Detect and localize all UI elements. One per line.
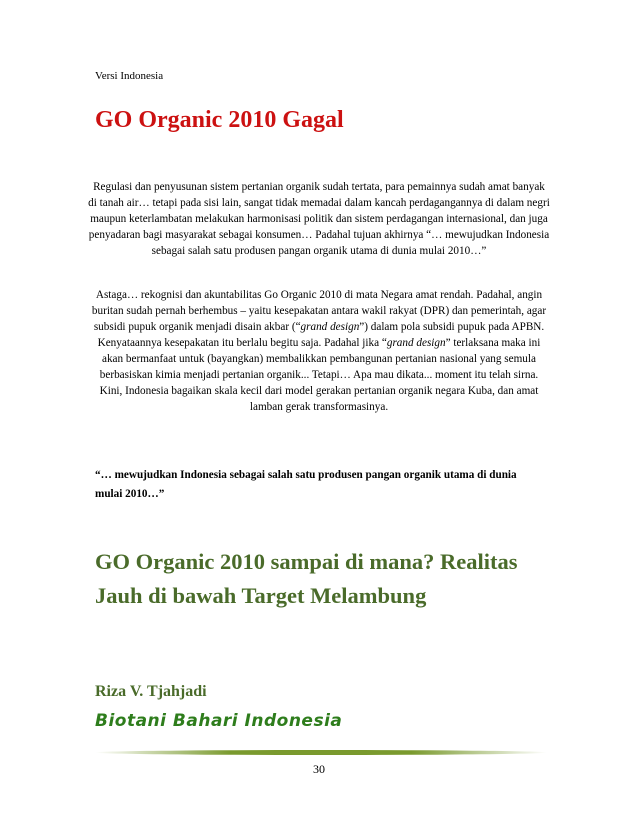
- body-text-part1: Astaga… rekognisi dan akuntabilitas Go Organic 2010 di mata Negara amat rendah. Padahal, angin buritan sudah pernah berhembus – yaitu kesepakatan antara wakil rakyat (DPR) dan pemerintah, agar subsidi pupuk organik menjadi disain akbar (“: [91, 289, 547, 333]
- footer-divider: [95, 750, 547, 755]
- organization-logo-text: Biotani Bahari Indonesia: [95, 711, 343, 731]
- body-paragraph: [88, 287, 550, 415]
- intro-paragraph: Regulasi dan penyusunan sistem pertanian organik sudah tertata, para pemainnya sudah amat banyak di tanah air… tetapi pada sisi lain, sangat tidak memadai dalam kancah perdagangannya di dalam negri maupun keterlambatan melakukan harmonisasi politik dan sistem perdagangan internasional, dan juga penyadaran bagi masyarakat sebagai konsumen… Padahal tujuan akhirnya “… mewujudkan Indonesia sebagai salah satu produsen pangan organik utama di dunia mulai 2010…”: [88, 181, 550, 257]
- grand-design-emphasis-2: grand design: [386, 337, 446, 349]
- body-text-part2: ”) dalam pola subsidi pupuk pada APBN. Kenyataannya kesepakatan itu berlalu begitu saja. Padahal jika “: [97, 321, 545, 349]
- section-subheading: GO Organic 2010 sampai di mana? Realitas Jauh di bawah Target Melambung: [95, 549, 518, 608]
- author-name: Riza V. Tjahjadi: [95, 683, 207, 700]
- article-title: GO Organic 2010 Gagal: [95, 107, 344, 133]
- page-number: 30: [313, 762, 325, 776]
- body-text-part3: ” terlaksana maka ini akan bermanfaat untuk (bayangkan) membalikkan pembangunan pertanian nasional yang semula berbasiskan kimia menjadi pertanian organik... Tetapi… Apa mau dikata... moment itu telah sirna. Kini, Indonesia bagaikan skala kecil dari model gerakan pertanian organik negara Kuba, dan amat lamban gerak transformasinya.: [99, 337, 541, 413]
- pull-quote: “… mewujudkan Indonesia sebagai salah satu produsen pangan organik utama di dunia mulai 2010…”: [95, 469, 517, 500]
- version-label: Versi Indonesia: [95, 70, 164, 82]
- grand-design-emphasis-1: grand design: [300, 321, 360, 333]
